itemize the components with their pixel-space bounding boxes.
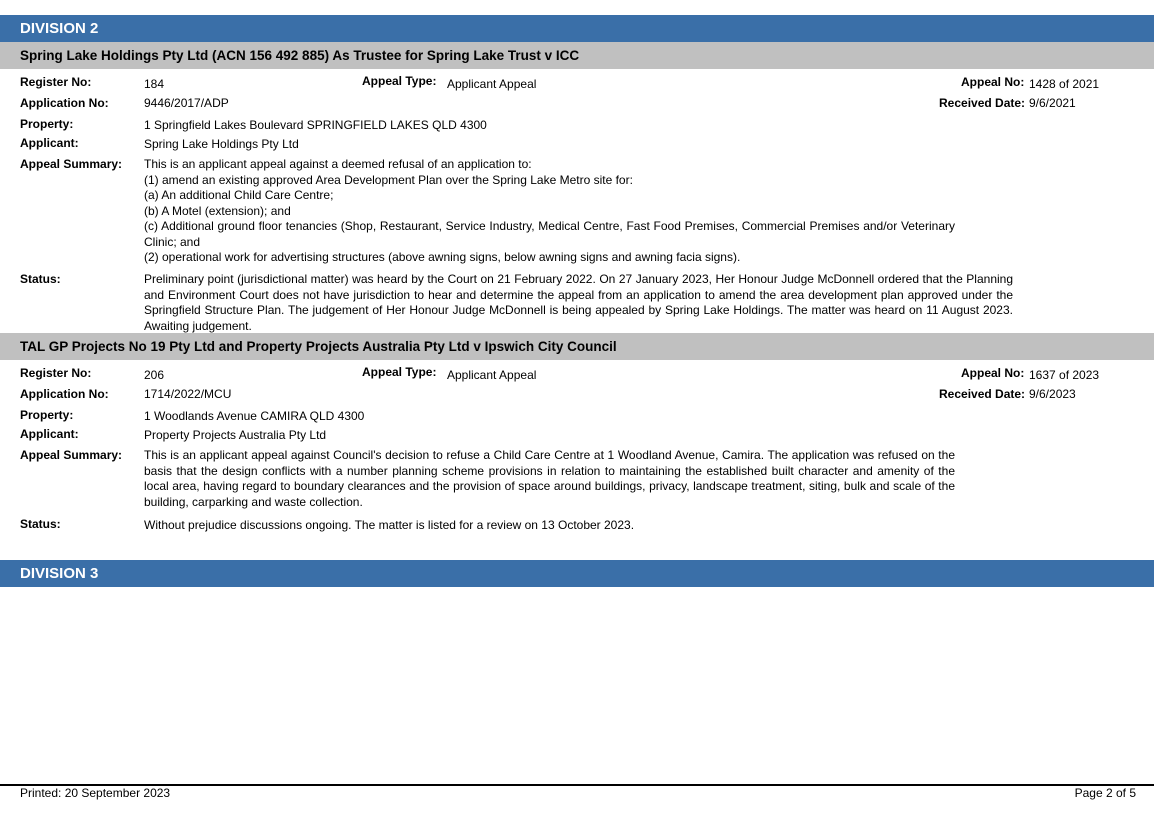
appeal-summary-line: (1) amend an existing approved Area Development Plan over the Spring Lake Metro site for:	[144, 172, 633, 187]
appeal-summary-line: (2) operational work for advertising structures (above awning signs, below awning signs and awning facia signs).	[144, 250, 741, 264]
division-title: DIVISION 2	[20, 20, 99, 37]
register-no-label: Register No:	[20, 366, 92, 380]
applicant-value: Spring Lake Holdings Pty Ltd	[144, 137, 299, 151]
status-label: Status:	[20, 272, 61, 286]
received-date-label: Received Date:	[939, 96, 1026, 110]
division-2-header	[0, 15, 1154, 42]
application-no-label: Application No:	[20, 387, 109, 401]
register-no-label: Register No:	[20, 75, 92, 89]
status-text: Preliminary point (jurisdictional matter) was heard by the Court on 21 February 2022. On 27 January 2023, Her Honour Judge McDonnell ordered that the Planning and Environment Court does not have jurisdiction to hear and determine the appeal from an application to amend the area development plan approved under the Springfield Structure Plan. The judgement of Her Honour Judge McDonnell is being appealed by Spring Lake Holdings. The matter was heard on 11 August 2023. Awaiting judgement.	[144, 272, 1013, 333]
appeal-no-value: 1637 of 2023	[1029, 368, 1100, 382]
status-label: Status:	[20, 517, 61, 531]
appeal-type-value: Applicant Appeal	[447, 368, 537, 382]
appeal-summary-line: This is an applicant appeal against a deemed refusal of an application to:	[144, 157, 532, 171]
case-1-title-bar	[0, 42, 1154, 69]
division-title: DIVISION 3	[20, 565, 99, 582]
status-text: Without prejudice discussions ongoing. The matter is listed for a review on 13 October 2023.	[144, 518, 635, 532]
appeal-summary-line: (a) An additional Child Care Centre;	[144, 188, 334, 202]
register-no-value: 184	[144, 77, 165, 91]
appeal-summary-label: Appeal Summary:	[20, 448, 123, 462]
appeal-summary-label: Appeal Summary:	[20, 157, 123, 171]
received-date-value: 9/6/2023	[1029, 387, 1076, 401]
applicant-value: Property Projects Australia Pty Ltd	[144, 428, 327, 442]
appeal-type-label: Appeal Type:	[362, 365, 437, 379]
appeal-summary-line: (b) A Motel (extension); and	[144, 203, 291, 218]
division-3-header	[0, 560, 1154, 587]
application-no-value: 9446/2017/ADP	[144, 96, 229, 110]
appeal-summary-text: This is an applicant appeal against Council's decision to refuse a Child Care Centre at 1 Woodland Avenue, Camira. The application was refused on the basis that the design conflicts with a number planning scheme provisions in relation to maintaining the established built character and amenity of the local area, having regard to boundary clearances and the provision of space around buildings, privacy, landscape treatment, siting, bulk and scale of the building, carparking and waste collection.	[144, 448, 955, 509]
property-value: 1 Woodlands Avenue CAMIRA QLD 4300	[144, 409, 365, 423]
register-no-value: 206	[144, 368, 165, 382]
case-title: TAL GP Projects No 19 Pty Ltd and Property Projects Australia Pty Ltd v Ipswich City Council	[20, 339, 617, 354]
appeal-type-label: Appeal Type:	[362, 74, 437, 88]
appeal-no-label: Appeal No:	[961, 366, 1025, 380]
printed-date: Printed: 20 September 2023	[20, 786, 171, 800]
appeal-no-label: Appeal No:	[961, 75, 1025, 89]
application-no-value: 1714/2022/MCU	[144, 387, 232, 401]
case-title: Spring Lake Holdings Pty Ltd (ACN 156 492 885) As Trustee for Spring Lake Trust v ICC	[20, 48, 580, 63]
appeal-summary-line: (c) Additional ground floor tenancies (Shop, Restaurant, Service Industry, Medical Centre, Fast Food Premises, Commercial Premises and/or Veterinary Clinic; and	[144, 219, 955, 249]
applicant-label: Applicant:	[20, 136, 79, 150]
property-label: Property:	[20, 117, 74, 131]
application-no-label: Application No:	[20, 96, 109, 110]
case-2-title-bar	[0, 333, 1154, 360]
received-date-value: 9/6/2021	[1029, 96, 1076, 110]
property-label: Property:	[20, 408, 74, 422]
footer-divider	[0, 784, 1154, 786]
page-number: Page 2 of 5	[1074, 786, 1136, 800]
appeal-summary-text	[144, 157, 955, 266]
applicant-label: Applicant:	[20, 427, 79, 441]
property-value: 1 Springfield Lakes Boulevard SPRINGFIELD LAKES QLD 4300	[144, 118, 487, 132]
received-date-label: Received Date:	[939, 387, 1026, 401]
appeal-type-value: Applicant Appeal	[447, 77, 537, 91]
appeal-no-value: 1428 of 2021	[1029, 77, 1100, 91]
